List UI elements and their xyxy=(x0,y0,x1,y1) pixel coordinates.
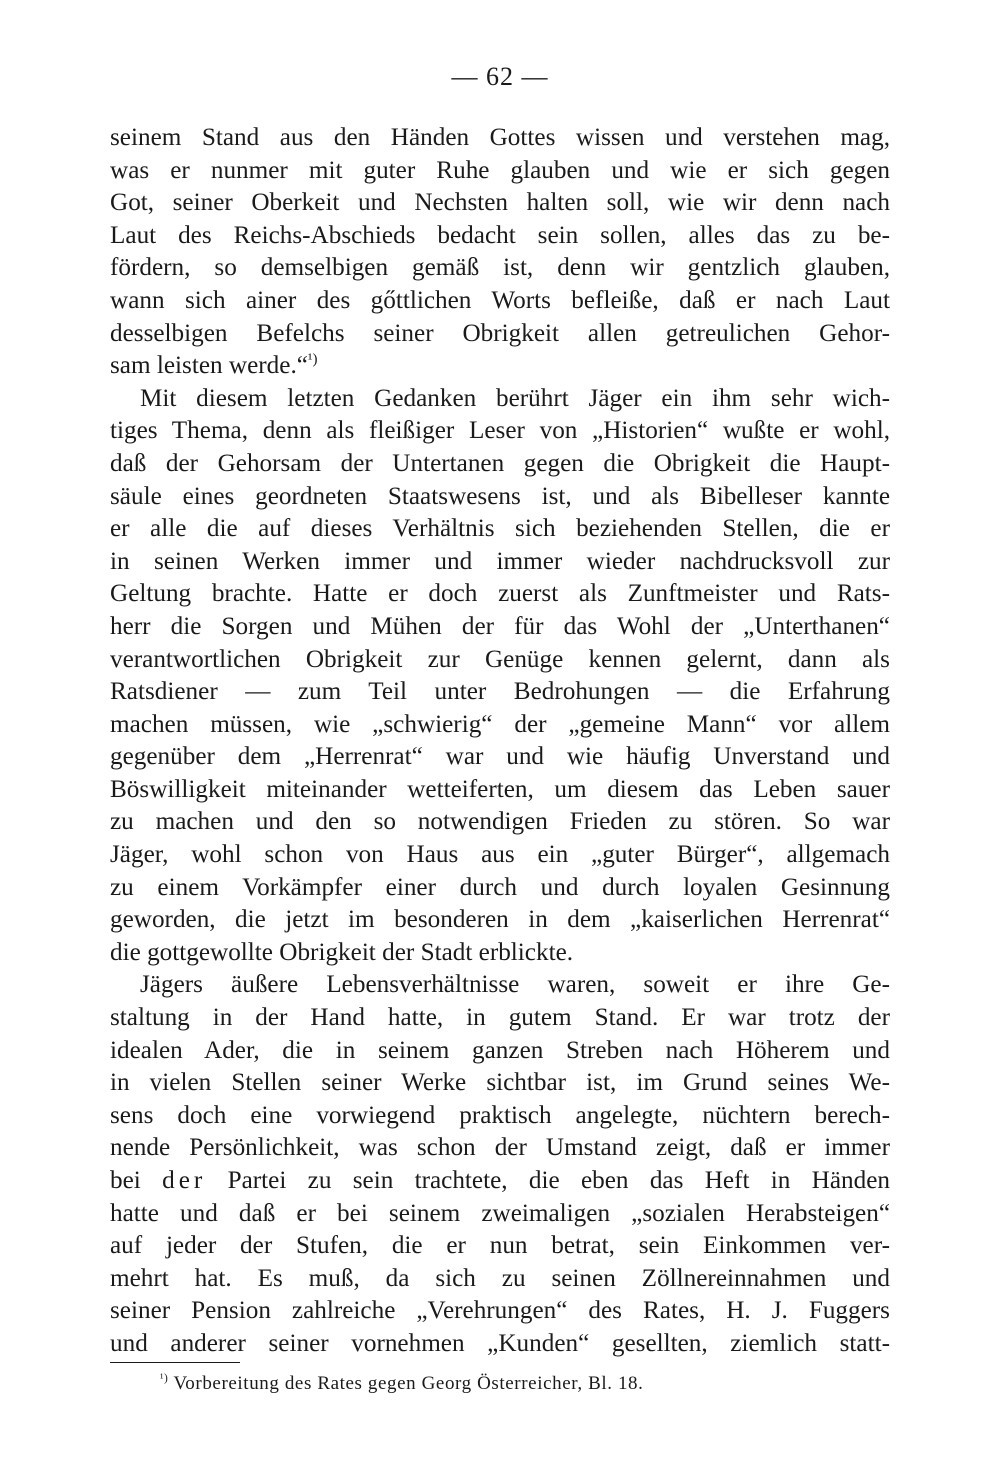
text-line: verantwortlichen Obrigkeit zur Genüge kennen gelernt, dann als xyxy=(110,645,890,673)
text-line: herr die Sorgen und Mühen der für das Wohl der „Unterthanen“ xyxy=(110,612,890,640)
page-number: — 62 — xyxy=(451,62,549,91)
text-line: sens doch eine vorwiegend praktisch angelegte, nüchtern berech- xyxy=(110,1101,890,1129)
text-line: Jägers äußere Lebensverhältnisse waren, soweit er ihre Ge- xyxy=(140,971,890,999)
text-line: in seinen Werken immer und immer wieder nachdrucksvoll zur xyxy=(110,547,890,575)
text-line: Geltung brachte. Hatte er doch zuerst als Zunftmeister und Rats- xyxy=(110,580,890,608)
line-start: bei xyxy=(110,1167,141,1194)
text-line: Laut des Reichs-Abschieds bedacht sein sollen, alles das zu be- xyxy=(110,221,890,249)
text-line: in vielen Stellen seiner Werke sichtbar ist, im Grund seines We- xyxy=(110,1069,890,1097)
text-line: Mit diesem letzten Gedanken berührt Jäger ein ihm sehr wich- xyxy=(140,384,890,412)
text-line: Jäger, wohl schon von Haus aus ein „guter Bürger“, allgemach xyxy=(110,841,890,869)
line-end: Partei zu sein trachtete, die eben das Heft in Händen xyxy=(227,1167,890,1194)
footnote-text: Vorbereitung des Rates gegen Georg Österreicher, Bl. 18. xyxy=(173,1373,644,1394)
text-line: er alle die auf dieses Verhältnis sich beziehenden Stellen, die er xyxy=(110,515,890,543)
text-line: nende Persönlichkeit, was schon der Umstand zeigt, daß er immer xyxy=(110,1134,890,1162)
text-line: zu machen und den so notwendigen Frieden zu stören. So war xyxy=(110,808,890,836)
text-line: gegenüber dem „Herrenrat“ war und wie häufig Unverstand und xyxy=(110,743,890,771)
footnote xyxy=(160,1372,644,1396)
text-line xyxy=(110,1165,890,1198)
text-line: staltung in der Hand hatte, in gutem Stand. Er war trotz der xyxy=(110,1004,890,1032)
text-line: Böswilligkeit miteinander wetteiferten, um diesem das Leben sauer xyxy=(110,775,890,803)
text-line: die gottgewollte Obrigkeit der Stadt erblickte. xyxy=(110,938,574,966)
text-line: daß der Gehorsam der Untertanen gegen die Obrigkeit die Haupt- xyxy=(110,449,890,477)
text-line xyxy=(110,350,890,383)
text-line: mehrt hat. Es muß, da sich zu seinen Zöllnereinnahmen und xyxy=(110,1264,890,1292)
text-line: Got, seiner Oberkeit und Nechsten halten soll, wie wir denn nach xyxy=(110,189,890,217)
text-line: Ratsdiener — zum Teil unter Bedrohungen — die Erfahrung xyxy=(110,678,890,706)
text-line: hatte und daß er bei seinem zweimaligen „sozialen Herabsteigen“ xyxy=(110,1199,890,1227)
text-line: geworden, die jetzt im besonderen in dem „kaiserlichen Herrenrat“ xyxy=(110,906,890,934)
text-line: wann sich ainer des gőttlichen Worts befleiße, daß er nach Laut xyxy=(110,286,890,314)
text-line: zu einem Vorkämpfer einer durch und durch loyalen Gesinnung xyxy=(110,873,890,901)
text-line: auf jeder der Stufen, die er nun betrat, sein Einkommen ver- xyxy=(110,1232,890,1260)
text-line: seiner Pension zahlreiche „Verehrungen“ des Rates, H. J. Fuggers xyxy=(110,1297,890,1325)
footnote-divider xyxy=(110,1362,240,1363)
body-text xyxy=(110,122,890,1361)
text-line: fördern, so demselbigen gemäß ist, denn wir gentzlich glauben, xyxy=(110,254,890,282)
text-line: und anderer seiner vornehmen „Kunden“ gesellten, ziemlich statt- xyxy=(110,1329,890,1357)
text-line: machen müssen, wie „schwierig“ der „gemeine Mann“ vor allem xyxy=(110,710,890,738)
quote-text: sam leisten werde.“ xyxy=(110,352,308,380)
footnote-marker: ¹) xyxy=(160,1372,169,1385)
text-line: seinem Stand aus den Händen Gottes wissen und verstehen mag, xyxy=(110,124,890,151)
text-line: idealen Ader, die in seinem ganzen Streben nach Höherem und xyxy=(110,1036,890,1064)
text-line: tiges Thema, denn als fleißiger Leser von „Historien“ wußte er wohl, xyxy=(110,417,890,445)
text-line: was er nunmer mit guter Ruhe glauben und wie er sich gegen xyxy=(110,156,890,184)
text-line: desselbigen Befelchs seiner Obrigkeit allen getreulichen Gehor- xyxy=(110,319,890,347)
text-line: säule eines geordneten Staatswesens ist, und als Bibelleser kannte xyxy=(110,482,890,510)
footnote-reference: ¹) xyxy=(307,351,318,368)
emphasized-word: der xyxy=(162,1167,207,1194)
